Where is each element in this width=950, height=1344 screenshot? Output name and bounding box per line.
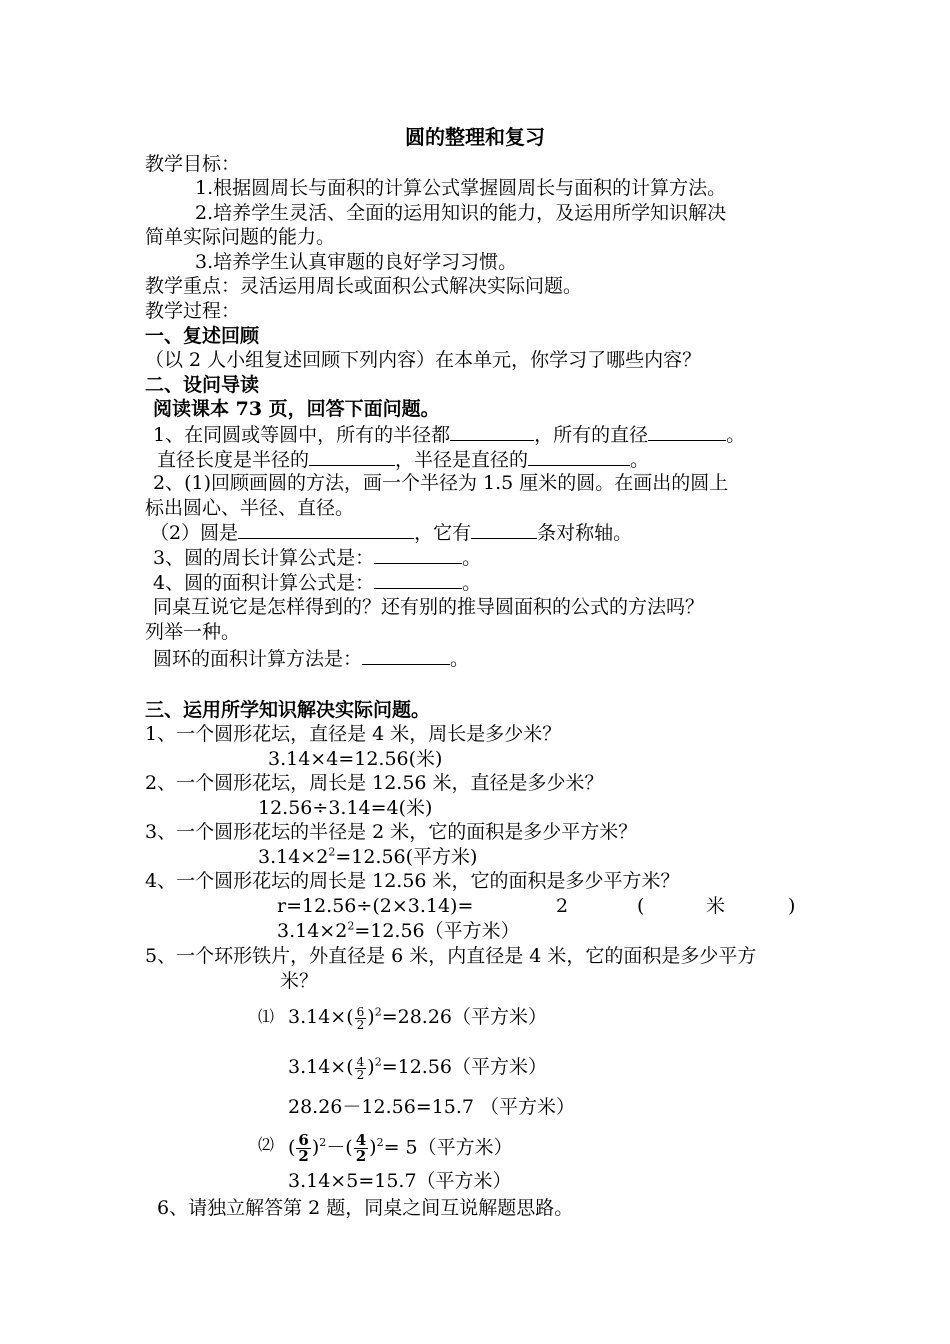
q1b-end: 。 [630,449,650,471]
problem-5a: 5、一个环形铁片，外直径是 6 米，内直径是 4 米，它的面积是多少平方 [145,945,757,967]
q3-end: 。 [462,547,482,569]
numerator: 4 [356,1054,365,1069]
m1b-expr: 3.14×( [288,1056,354,1078]
method-2-step-b: 3.14×5=15.7（平方米） [288,1170,512,1192]
m1a-result: =28.26（平方米） [381,1006,548,1028]
denominator: 2 [298,1147,309,1165]
answer-3 [258,845,477,869]
problem-1: 1、一个圆形花坛，直径是 4 米，周长是多少米？ [145,723,562,745]
answer-blank[interactable] [374,570,462,589]
problem-3: 3、一个圆形花坛的半径是 2 米，它的面积是多少平方米？ [145,821,638,843]
objective-3: 3.培养学生认真审题的良好学习习惯。 [195,251,518,273]
q4-text: 4、圆的面积计算公式是： [153,572,375,594]
question-2b: 标出圆心、半径、直径。 [145,497,355,519]
section1-text: （以 2 人小组复述回顾下列内容）在本单元，你学习了哪些内容？ [145,349,702,371]
method-2-step-a: ( $\frac{6}{2}$ )$^2$－( $\frac{4}{2}$ )$^2$= 5（平方米） [288,1131,513,1165]
answer-blank[interactable] [450,422,534,441]
section2-subheading: 阅读课本 73 页，回答下面问题。 [153,398,440,420]
answer-blank[interactable] [309,447,395,466]
q2c-mid: ，它有 [414,522,472,544]
q3-text: 3、圆的周长计算公式是： [153,547,375,569]
fraction [355,1056,367,1081]
q4-end: 。 [462,572,482,594]
method-1-step-b [288,1055,547,1081]
objective-2: 2.培养学生灵活、全面的运用知识的能力，及运用所学知识解决 [195,202,727,224]
fraction [296,1133,310,1164]
method-2-label: ⑵ [258,1135,275,1154]
a3-exponent: 2 [328,845,336,859]
numerator: 4 [355,1131,367,1149]
question-1a [153,422,745,447]
m1a-expr: 3.14×( [288,1006,354,1028]
method-1-step-c: 28.26－12.56=15.7 （平方米） [288,1096,576,1118]
answer-1: 3.14×4=12.56(米) [268,748,443,770]
answer-blank[interactable] [362,646,450,665]
q1a-mid: ，所有的直径 [534,424,649,446]
problem-2: 2、一个圆形花坛，周长是 12.56 米，直径是多少米？ [145,772,604,794]
q1b-text: 直径长度是半径的 [157,449,310,471]
section1-heading: 一、复述回顾 [145,325,260,347]
answer-4a-value: 2 [556,895,569,917]
answer-4a-rparen: ) [788,895,796,917]
denominator: 2 [356,1067,365,1082]
document-title: 圆的整理和复习 [405,125,545,149]
question-2a: 2、(1)回顾画圆的方法，画一个半径为 1.5 厘米的圆。在画出的圆上 [153,472,729,494]
question-2c [150,520,632,545]
m2a-minus: － [326,1136,346,1159]
a4a-expr: r=12.56÷(2×3.14)= [277,895,474,917]
q2c-end: 条对称轴。 [537,522,633,544]
numerator: 6 [356,1004,365,1019]
q2c-text: （2）圆是 [150,522,239,544]
m1b-result: =12.56（平方米） [381,1056,548,1078]
denominator: 2 [355,1147,367,1165]
a4b-expr: 3.14×2 [277,920,348,942]
m1a-rparen: ) [367,1006,375,1028]
numerator: 6 [298,1131,309,1149]
answer-4a [277,894,473,918]
answer-blank[interactable] [238,520,414,539]
section2-heading: 二、设问导读 [145,374,260,396]
answer-2: 12.56÷3.14=4(米) [258,797,433,819]
answer-blank[interactable] [648,422,726,441]
objective-1: 1.根据圆周长与面积的计算公式掌握圆周长与面积的计算方法。 [195,177,727,199]
question-1b [157,447,649,472]
answer-blank[interactable] [528,447,630,466]
objectives-heading: 教学目标： [145,153,241,175]
a4b-exponent: 2 [347,919,355,933]
m1a-exponent: 2 [374,1005,382,1019]
denominator: 2 [356,1017,365,1032]
answer-4a-unit: 米 [706,895,726,917]
objective-2-cont: 简单实际问题的能力。 [145,226,336,248]
q6-text: 圆环的面积计算方法是： [153,648,363,670]
m2a-exponent-1: 2 [319,1136,327,1150]
m2a-exponent-2: 2 [376,1136,384,1150]
answer-blank[interactable] [471,520,537,539]
m2a-result: = 5（平方米） [383,1136,513,1159]
question-3 [153,545,481,570]
question-4 [153,570,481,595]
problem-4: 4、一个圆形花坛的周长是 12.56 米，它的面积是多少平方米？ [145,870,680,892]
q1b-mid: ，半径是直径的 [395,449,529,471]
process-heading: 教学过程： [145,300,241,322]
answer-4a-lparen: ( [637,895,645,917]
section3-heading: 三、运用所学知识解决实际问题。 [145,699,431,721]
a3-expr: 3.14×2 [258,846,329,868]
m1b-exponent: 2 [374,1055,382,1069]
method-1-step-a [288,1005,547,1031]
method-1-label: ⑴ [258,1007,275,1026]
fraction [355,1006,367,1031]
question-5a: 同桌互说它是怎样得到的？还有别的推导圆面积的公式的方法吗？ [153,596,705,618]
q1a-text: 1、在同圆或等圆中，所有的半径都 [153,424,451,446]
problem-6: 6、请独立解答第 2 题，同桌之间互说解题思路。 [157,1197,574,1219]
question-5b: 列举一种。 [145,621,241,643]
q1a-end: 。 [726,424,746,446]
a4b-result: =12.56（平方米） [354,920,520,942]
answer-blank[interactable] [374,545,462,564]
answer-4b [277,919,520,943]
key-point: 教学重点：灵活运用周长或面积公式解决实际问题。 [145,275,583,297]
fraction [354,1133,368,1164]
problem-5b: 米？ [280,970,319,992]
q6-end: 。 [450,648,470,670]
a3-result: =12.56(平方米) [335,846,478,868]
question-6 [153,646,469,671]
m1b-rparen: ) [367,1056,375,1078]
